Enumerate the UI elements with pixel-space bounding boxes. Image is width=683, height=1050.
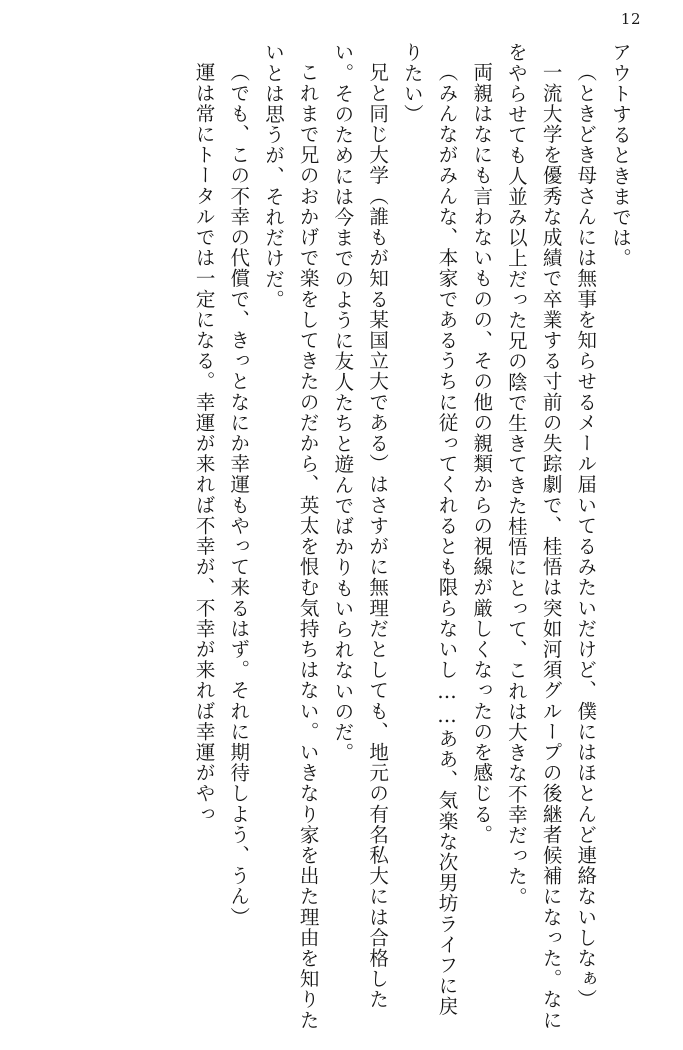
body-paragraph: 両親はなにも言わないものの、その他の親類からの視線が厳しくなったのを感じる。 bbox=[470, 61, 494, 845]
body-paragraph: アウトするときまでは。 bbox=[609, 42, 632, 269]
body-paragraph: （ときどき母さんには無事を知らせるメール届いてるみたいだけど、僕にはほとんど連絡ないしなぁ） bbox=[574, 61, 598, 1010]
vertical-body-text bbox=[46, 42, 637, 1032]
page-number: 12 bbox=[620, 10, 641, 28]
body-paragraph: （みんながみんな、本家であるうちに従ってくれるとも限らないし……ああ、気楽な次男坊ライフに戻りたい） bbox=[400, 42, 459, 1017]
body-paragraph: 一流大学を優秀な成績で卒業する寸前の失踪劇で、桂悟は突如河須グループの後継者候補になった。なにをやらせても人並み以上だった兄の陰で生きてきた桂悟にとって、これは大きな不幸だった。 bbox=[504, 42, 563, 1030]
body-paragraph: 運は常にトータルでは一定になる。幸運が来れば不幸が、不幸が来れば幸運がやっ bbox=[192, 61, 216, 824]
body-paragraph: （でも、この不幸の代償で、きっとなにか幸運もやって来るはず。それに期待しよう、うん） bbox=[227, 61, 251, 927]
body-paragraph: これまで兄のおかげで楽をしてきたのだから、英太を恨む気持ちはない。いきなり家を出た理由を知りたいとは思うが、それだけだ。 bbox=[261, 42, 320, 1030]
body-paragraph: 兄と同じ大学（誰もが知る某国立大である）はさすがに無理だとしても、地元の有名私大には合格したい。そのためには今までのように友人たちと遊んでばかりもいられないのだ。 bbox=[331, 42, 390, 1010]
